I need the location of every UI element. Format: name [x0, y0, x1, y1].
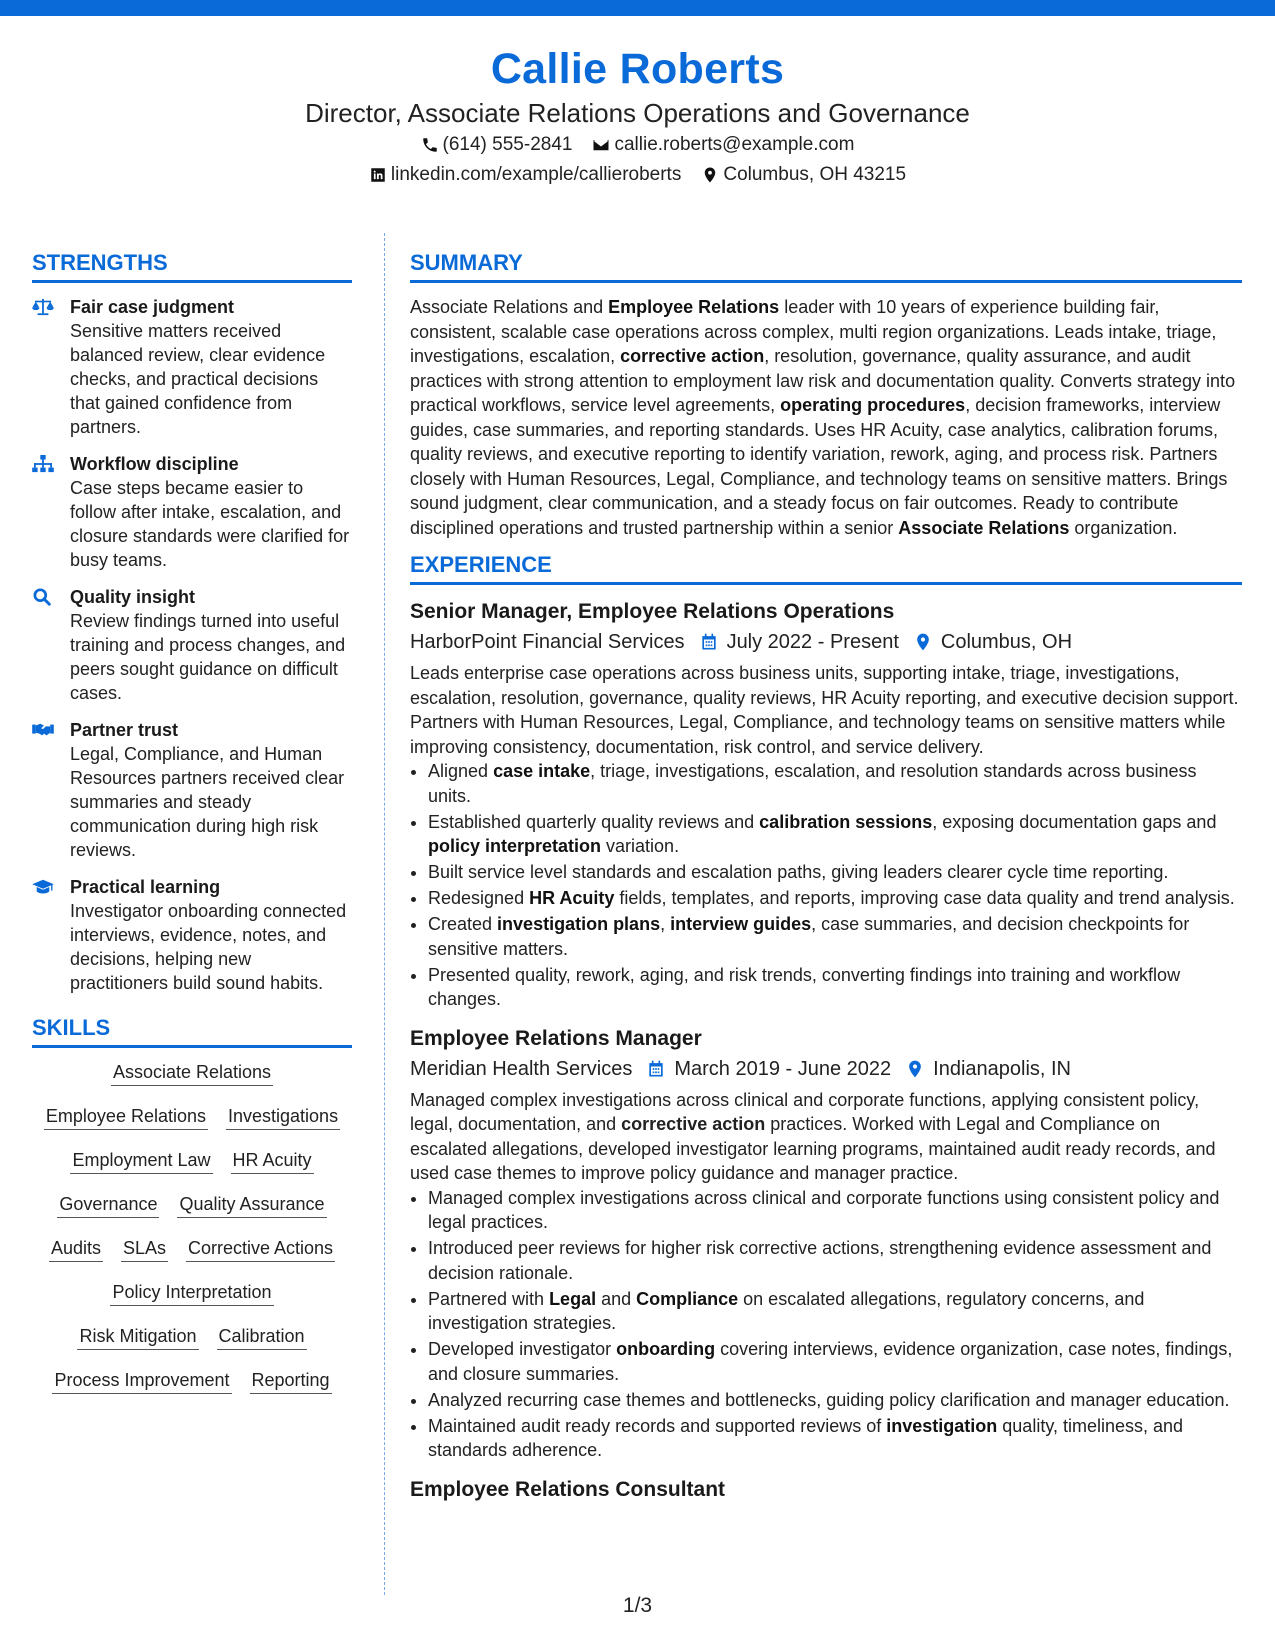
calendar-icon: [646, 1059, 666, 1079]
job-bullets: [410, 1186, 1242, 1463]
list-item: [428, 1186, 1242, 1235]
list-item: [428, 912, 1242, 961]
right-column: [410, 248, 1242, 1517]
bold-text: policy interpretation: [428, 836, 602, 856]
job-title: Employee Relations Manager: [410, 1026, 702, 1050]
top-accent-bar: [0, 0, 1275, 16]
text-segment: organization.: [1069, 517, 1178, 538]
skill-tag: Calibration: [217, 1324, 307, 1350]
job-title: Senior Manager, Employee Relations Operations: [410, 600, 895, 623]
location-text: Columbus, OH 43215: [723, 164, 907, 185]
text-segment: Leads enterprise case operations across business units, supporting intake, triage, investigations, escalation, resolution, governance, quality reviews, HR Acuity reporting, and executive decision support. Partners with Human Resources, Legal, Compliance, and technology teams on sensitive matters while improving consistency, documentation, risk control, and service delivery.: [410, 663, 1239, 757]
skill-row: [32, 1236, 352, 1262]
strength-desc: Investigator onboarding connected interviews, evidence, notes, and decisions, helping new practitioners build sound habits.: [70, 901, 347, 993]
text-segment: on escalated allegations, regulatory concerns, and investigation strategies.: [428, 1288, 1145, 1333]
text-segment: Redesigned: [428, 888, 530, 908]
skill-row: [32, 1324, 352, 1350]
skill-row: [32, 1148, 352, 1174]
text-segment: Managed complex investigations across clinical and corporate functions using consistent policy and legal practices.: [428, 1187, 1220, 1232]
phone-item: [421, 130, 573, 160]
experience-entry: [410, 1024, 1242, 1463]
skill-tag: Audits: [49, 1236, 103, 1262]
summary-text: [410, 295, 1242, 540]
sitemap-icon: [32, 452, 70, 572]
strength-title: Workflow discipline: [70, 454, 239, 474]
skill-tag: Investigations: [226, 1104, 340, 1130]
skill-row: [32, 1280, 352, 1306]
bold-text: Employee Relations: [608, 297, 780, 317]
scale-icon: [32, 295, 70, 439]
text-segment: variation.: [601, 836, 680, 856]
strength-item: [32, 452, 352, 572]
list-item: [428, 860, 1242, 885]
phone-icon: [421, 136, 439, 154]
skill-row: [32, 1368, 352, 1394]
list-item: [428, 963, 1242, 1012]
bold-text: interview guides: [670, 914, 812, 934]
text-segment: Built service level standards and escalation paths, giving leaders clearer cycle time reporting.: [428, 862, 1169, 882]
skill-row: [32, 1104, 352, 1130]
envelope-icon: [592, 136, 610, 154]
list-item: [428, 886, 1242, 911]
summary-heading: SUMMARY: [410, 248, 1242, 283]
left-column: [32, 248, 352, 1412]
strength-body: [70, 585, 352, 705]
skill-row: [32, 1192, 352, 1218]
list-item: [428, 1236, 1242, 1285]
skill-tag: Employment Law: [70, 1148, 212, 1174]
contact-row-1: [0, 130, 1275, 160]
job-bullets: [410, 759, 1242, 1012]
bold-text: calibration sessions: [759, 811, 933, 832]
text-segment: Aligned: [428, 761, 494, 781]
text-segment: , exposing documentation gaps and: [932, 811, 1217, 832]
skills-list: [32, 1060, 352, 1394]
skill-tag: Process Improvement: [52, 1368, 231, 1394]
text-segment: Introduced peer reviews for higher risk corrective actions, strengthening evidence assessment and decision rationale.: [428, 1238, 1212, 1283]
strength-title: Fair case judgment: [70, 297, 235, 317]
skill-tag: Corrective Actions: [186, 1236, 335, 1262]
location-item: [701, 160, 906, 190]
list-item: [428, 1388, 1242, 1413]
bold-text: Associate Relations: [898, 517, 1070, 538]
strength-item: [32, 875, 352, 995]
email-text[interactable]: callie.roberts@example.com: [614, 134, 855, 155]
strength-item: [32, 585, 352, 705]
strength-item: [32, 718, 352, 862]
experience-entry: [410, 597, 1242, 1012]
strength-title: Partner trust: [70, 720, 179, 740]
map-pin-icon: [905, 1059, 925, 1079]
list-item: [428, 1414, 1242, 1463]
text-segment: practices. Worked with Legal and Compliance on escalated allegations, developed investigator learning programs, maintained audit ready records, and used case themes to improve policy guidance and manager practice.: [410, 1114, 1216, 1183]
skill-tag: Reporting: [250, 1368, 332, 1394]
email-item[interactable]: [592, 130, 854, 160]
job-dates: March 2019 - June 2022: [674, 1057, 892, 1080]
text-segment: , resolution, governance, quality assurance, and audit practices with strong attention to employment law risk and documentation quality. Converts strategy into practical workflows, service level agreements,: [410, 346, 1236, 415]
text-segment: Partnered with: [428, 1288, 550, 1309]
search-icon: [32, 585, 70, 705]
job-description: [410, 661, 1242, 759]
graduation-cap-icon: [32, 875, 70, 995]
list-item: [428, 1337, 1242, 1386]
experience-entry: [410, 1475, 1242, 1505]
bold-text: case intake: [493, 761, 591, 781]
list-item: [428, 759, 1242, 808]
bold-text: Legal: [549, 1288, 597, 1309]
text-segment: Created: [428, 914, 498, 934]
linkedin-item[interactable]: [369, 160, 681, 190]
calendar-icon: [699, 632, 719, 652]
column-divider: [384, 233, 385, 1595]
phone-text: (614) 555-2841: [442, 134, 573, 155]
skill-tag: Policy Interpretation: [110, 1280, 273, 1306]
text-segment: Analyzed recurring case themes and bottlenecks, guiding policy clarification and manager education.: [428, 1389, 1230, 1410]
map-pin-icon: [913, 632, 933, 652]
strength-desc: Legal, Compliance, and Human Resources partners received clear summaries and steady communication during high risk reviews.: [70, 744, 345, 860]
strength-title: Quality insight: [70, 587, 196, 607]
text-segment: Associate Relations and: [410, 297, 609, 317]
bold-text: HR Acuity: [529, 888, 615, 908]
list-item: [428, 1287, 1242, 1336]
job-title: Employee Relations Consultant: [410, 1477, 726, 1501]
handshake-icon: [32, 718, 70, 862]
strength-item: [32, 295, 352, 439]
candidate-title: Director, Associate Relations Operations and Governance: [305, 98, 970, 128]
text-segment: , triage, investigations, escalation, and resolution standards across business units.: [428, 761, 1197, 806]
skill-tag: Associate Relations: [111, 1060, 273, 1086]
strength-body: [70, 452, 352, 572]
bold-text: corrective action: [620, 346, 765, 366]
bold-text: onboarding: [616, 1339, 716, 1359]
skill-tag: Quality Assurance: [177, 1192, 326, 1218]
map-pin-icon: [701, 166, 719, 184]
strength-body: [70, 718, 352, 862]
skill-row: [32, 1060, 352, 1086]
bold-text: Compliance: [636, 1288, 739, 1309]
resume-header: [0, 44, 1275, 190]
text-segment: , decision frameworks, interview guides, case summaries, and reporting standards. Uses HR Acuity, case analytics, calibration forums, quality reviews, and executive reporting to identify variation, rework, aging, and process risk. Partners closely with Human Resources, Legal, Compliance, and technology teams on sensitive matters. Brings sound judgment, clear communication, and a steady focus on fair outcomes. Ready to contribute disciplined operations and trusted partnership within a senior: [410, 395, 1228, 538]
experience-list: [410, 597, 1242, 1505]
skill-tag: SLAs: [121, 1236, 168, 1262]
text-segment: covering interviews, evidence organization, case notes, findings, and closure summaries.: [428, 1339, 1233, 1384]
text-segment: Developed investigator: [428, 1339, 617, 1359]
text-segment: ,: [660, 914, 671, 934]
contact-row-2: [0, 160, 1275, 190]
candidate-name: Callie Roberts: [490, 45, 785, 93]
strength-desc: Review findings turned into useful training and process changes, and peers sought guidance on difficult cases.: [70, 611, 346, 703]
strength-desc: Sensitive matters received balanced review, clear evidence checks, and practical decisions that gained confidence from partners.: [70, 321, 326, 437]
text-segment: , case summaries, and decision checkpoints for sensitive matters.: [428, 914, 1190, 959]
strength-title: Practical learning: [70, 877, 221, 897]
text-segment: Maintained audit ready records and supported reviews of: [428, 1415, 887, 1436]
company-name: HarborPoint Financial Services: [410, 631, 685, 653]
page-number: 1/3: [622, 1594, 653, 1617]
bold-text: investigation plans: [497, 914, 661, 934]
linkedin-text[interactable]: linkedin.com/example/callieroberts: [390, 164, 682, 185]
job-meta: [410, 627, 1242, 657]
job-dates: July 2022 - Present: [726, 631, 899, 653]
linkedin-icon: [369, 166, 387, 184]
job-meta: [410, 1054, 1242, 1084]
text-segment: and: [596, 1288, 637, 1309]
text-segment: leader with 10 years of experience building fair, consistent, scalable case operations across complex, multi region organizations. Leads intake, triage, investigations, escalation,: [410, 297, 1217, 366]
strength-body: [70, 295, 352, 439]
bold-text: corrective action: [621, 1114, 766, 1134]
skill-tag: Risk Mitigation: [77, 1324, 198, 1350]
strength-body: [70, 875, 352, 995]
job-description: [410, 1088, 1242, 1186]
strength-desc: Case steps became easier to follow after intake, escalation, and closure standards were clarified for busy teams.: [70, 478, 350, 570]
text-segment: Established quarterly quality reviews and: [428, 811, 760, 832]
job-location: Columbus, OH: [940, 631, 1073, 653]
skills-heading: SKILLS: [32, 1013, 352, 1048]
text-segment: Managed complex investigations across clinical and corporate functions, applying consistent policy, legal, documentation, and: [410, 1089, 1200, 1134]
list-item: [428, 810, 1242, 859]
job-location: Indianapolis, IN: [933, 1057, 1072, 1080]
skill-tag: Governance: [57, 1192, 159, 1218]
experience-heading: EXPERIENCE: [410, 550, 1242, 585]
strengths-list: [32, 295, 352, 995]
text-segment: quality, timeliness, and standards adherence.: [428, 1415, 1184, 1460]
strengths-heading: STRENGTHS: [32, 248, 352, 283]
bold-text: operating procedures: [780, 395, 966, 415]
text-segment: Presented quality, rework, aging, and risk trends, converting findings into training and workflow changes.: [428, 964, 1181, 1009]
skill-tag: Employee Relations: [44, 1104, 208, 1130]
company-name: Meridian Health Services: [410, 1057, 633, 1080]
text-segment: fields, templates, and reports, improving case data quality and trend analysis.: [614, 888, 1235, 908]
bold-text: investigation: [886, 1415, 998, 1436]
skill-tag: HR Acuity: [231, 1148, 314, 1174]
